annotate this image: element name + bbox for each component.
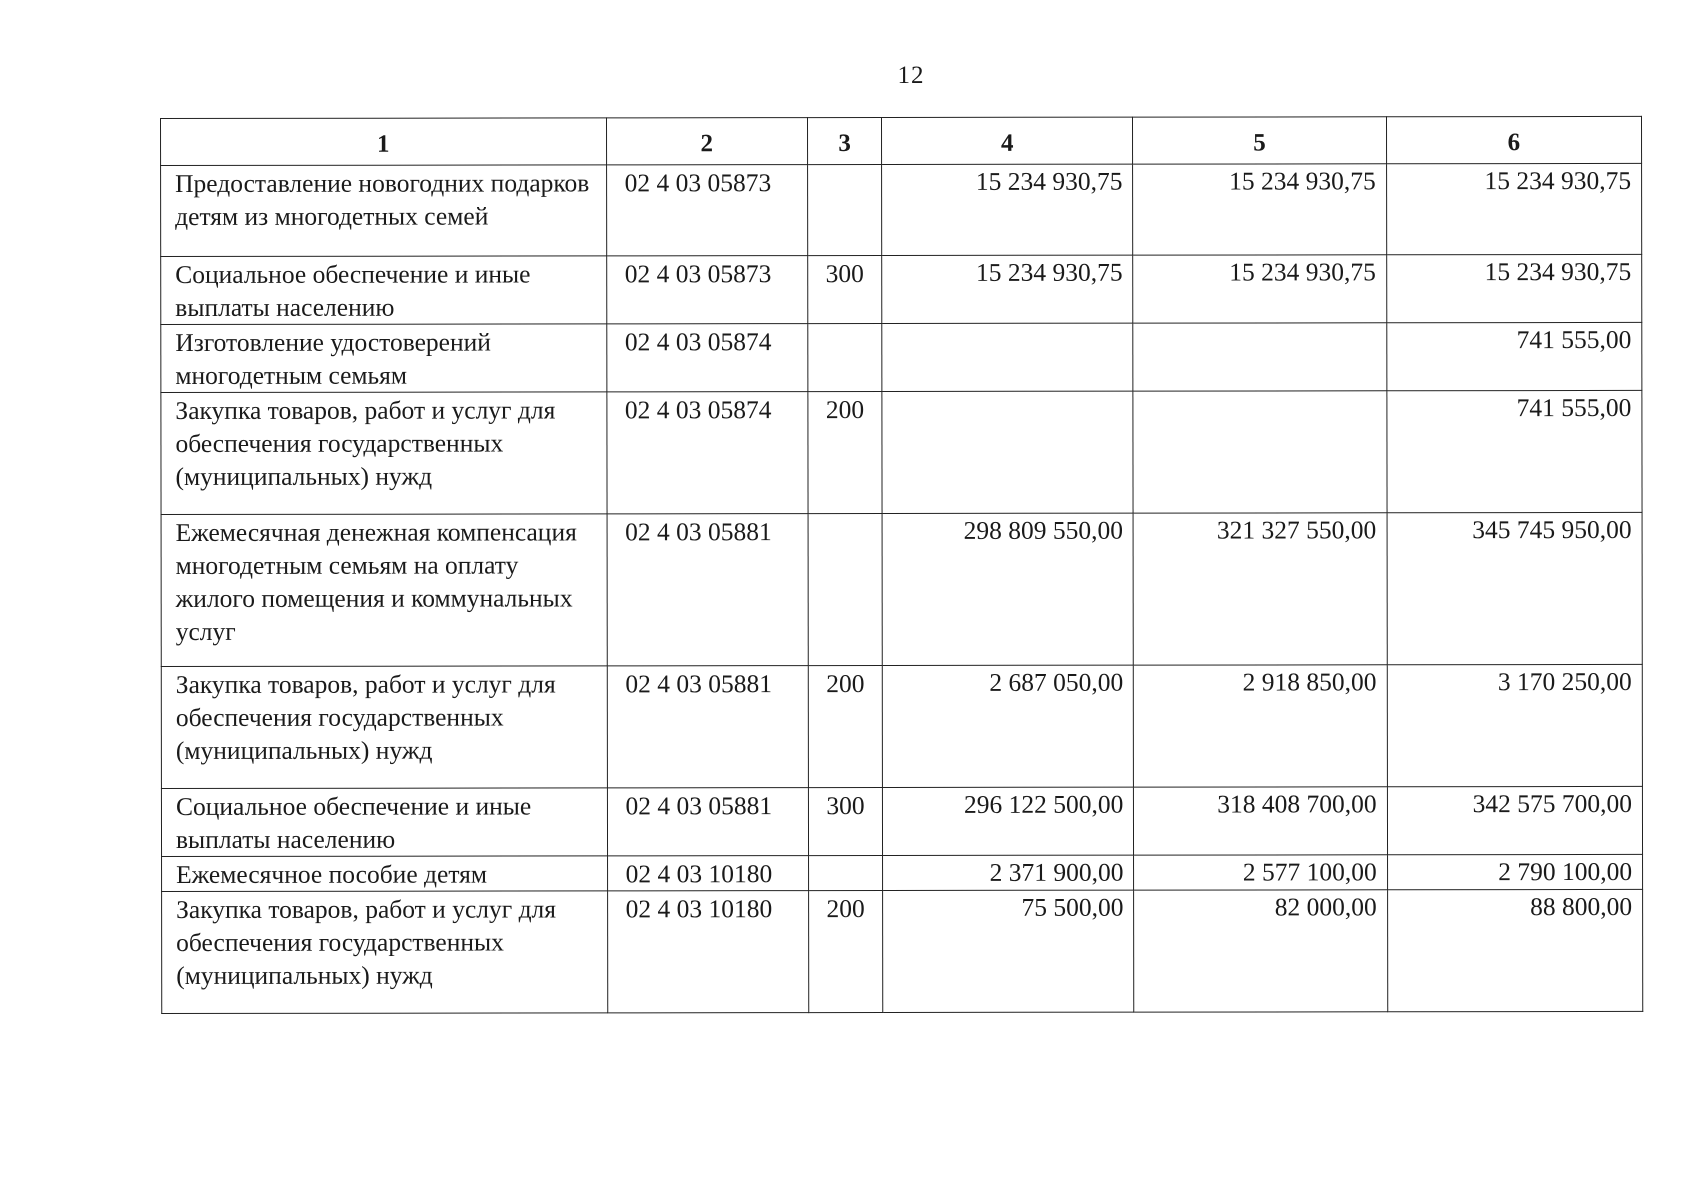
row-code: 02 4 03 10180 bbox=[607, 891, 809, 1013]
row-sum-col4: 298 809 550,00 bbox=[882, 513, 1133, 665]
row-sum-col5: 82 000,00 bbox=[1134, 890, 1387, 1012]
table-row bbox=[161, 786, 1642, 856]
row-sum-col6: 741 555,00 bbox=[1387, 390, 1643, 512]
row-code: 02 4 03 05874 bbox=[606, 324, 807, 392]
row-sum-col5: 15 234 930,75 bbox=[1133, 164, 1386, 255]
row-type bbox=[808, 855, 882, 890]
row-sum-col4: 296 122 500,00 bbox=[883, 787, 1134, 855]
header-col-6: 6 bbox=[1386, 116, 1641, 163]
table-body bbox=[161, 163, 1643, 1013]
row-sum-col6: 88 800,00 bbox=[1387, 889, 1643, 1011]
table-row bbox=[161, 322, 1642, 392]
row-name: Изготовление удостоверений многодетным семьям bbox=[161, 324, 607, 393]
row-code: 02 4 03 05881 bbox=[607, 514, 809, 666]
table-row bbox=[161, 254, 1642, 324]
row-sum-col4: 75 500,00 bbox=[883, 890, 1134, 1012]
row-name: Закупка товаров, работ и услуг для обеспечения государственных (муниципальных) нужд bbox=[161, 392, 607, 515]
row-sum-col4 bbox=[882, 391, 1133, 513]
header-col-3: 3 bbox=[807, 117, 881, 164]
row-sum-col5 bbox=[1133, 391, 1386, 513]
row-sum-col6: 2 790 100,00 bbox=[1387, 854, 1642, 889]
row-sum-col4: 2 687 050,00 bbox=[882, 665, 1133, 787]
row-sum-col5: 2 577 100,00 bbox=[1134, 855, 1387, 890]
row-sum-col6: 15 234 930,75 bbox=[1386, 163, 1641, 254]
row-sum-col5: 318 408 700,00 bbox=[1134, 787, 1387, 855]
row-name: Предоставление новогодних подарков детям из многодетных семей bbox=[161, 165, 607, 257]
header-row bbox=[161, 116, 1642, 165]
table-row bbox=[161, 163, 1642, 256]
row-sum-col6: 345 745 950,00 bbox=[1387, 512, 1643, 664]
row-type: 300 bbox=[808, 255, 882, 323]
row-name: Ежемесячное пособие детям bbox=[162, 856, 608, 892]
row-name: Социальное обеспечение и иные выплаты населению bbox=[161, 788, 607, 857]
row-code: 02 4 03 05881 bbox=[607, 788, 808, 856]
row-sum-col4: 15 234 930,75 bbox=[882, 164, 1133, 255]
budget-table bbox=[160, 116, 1643, 1014]
header-col-2: 2 bbox=[606, 118, 807, 165]
row-name: Закупка товаров, работ и услуг для обеспечения государственных (муниципальных) нужд bbox=[162, 891, 608, 1014]
row-type: 200 bbox=[808, 665, 882, 787]
row-sum-col5 bbox=[1133, 323, 1386, 391]
row-name: Закупка товаров, работ и услуг для обеспечения государственных (муниципальных) нужд bbox=[161, 666, 607, 789]
row-type: 200 bbox=[808, 890, 882, 1012]
table-row bbox=[162, 854, 1643, 891]
row-type bbox=[807, 164, 881, 255]
row-code: 02 4 03 05873 bbox=[606, 256, 807, 324]
header-col-1: 1 bbox=[161, 118, 607, 166]
row-code: 02 4 03 05881 bbox=[607, 666, 809, 788]
page-number: 12 bbox=[897, 62, 925, 89]
header-col-4: 4 bbox=[882, 117, 1133, 164]
row-name: Социальное обеспечение и иные выплаты населению bbox=[161, 256, 607, 325]
row-type: 300 bbox=[808, 787, 882, 855]
row-code: 02 4 03 05874 bbox=[606, 392, 808, 514]
row-sum-col4: 15 234 930,75 bbox=[882, 255, 1133, 323]
row-sum-col5: 2 918 850,00 bbox=[1134, 665, 1387, 787]
row-sum-col6: 741 555,00 bbox=[1386, 322, 1641, 390]
row-name: Ежемесячная денежная компенсация многодетным семьям на оплату жилого помещения и коммунальных услуг bbox=[161, 514, 607, 667]
table-header bbox=[161, 116, 1642, 165]
row-sum-col6: 3 170 250,00 bbox=[1387, 664, 1643, 786]
row-type bbox=[808, 513, 882, 665]
table-row bbox=[161, 664, 1642, 788]
header-col-5: 5 bbox=[1133, 117, 1386, 164]
row-code: 02 4 03 10180 bbox=[607, 856, 808, 891]
row-sum-col5: 321 327 550,00 bbox=[1133, 513, 1386, 665]
row-sum-col5: 15 234 930,75 bbox=[1133, 255, 1386, 323]
row-type bbox=[808, 323, 882, 391]
table-row bbox=[161, 512, 1642, 666]
row-code: 02 4 03 05873 bbox=[606, 165, 808, 256]
row-sum-col6: 15 234 930,75 bbox=[1386, 254, 1641, 322]
row-sum-col4 bbox=[882, 323, 1133, 391]
table-row bbox=[161, 390, 1642, 514]
row-type: 200 bbox=[808, 391, 882, 513]
row-sum-col6: 342 575 700,00 bbox=[1387, 786, 1642, 854]
table-row bbox=[162, 889, 1643, 1013]
row-sum-col4: 2 371 900,00 bbox=[883, 855, 1134, 890]
